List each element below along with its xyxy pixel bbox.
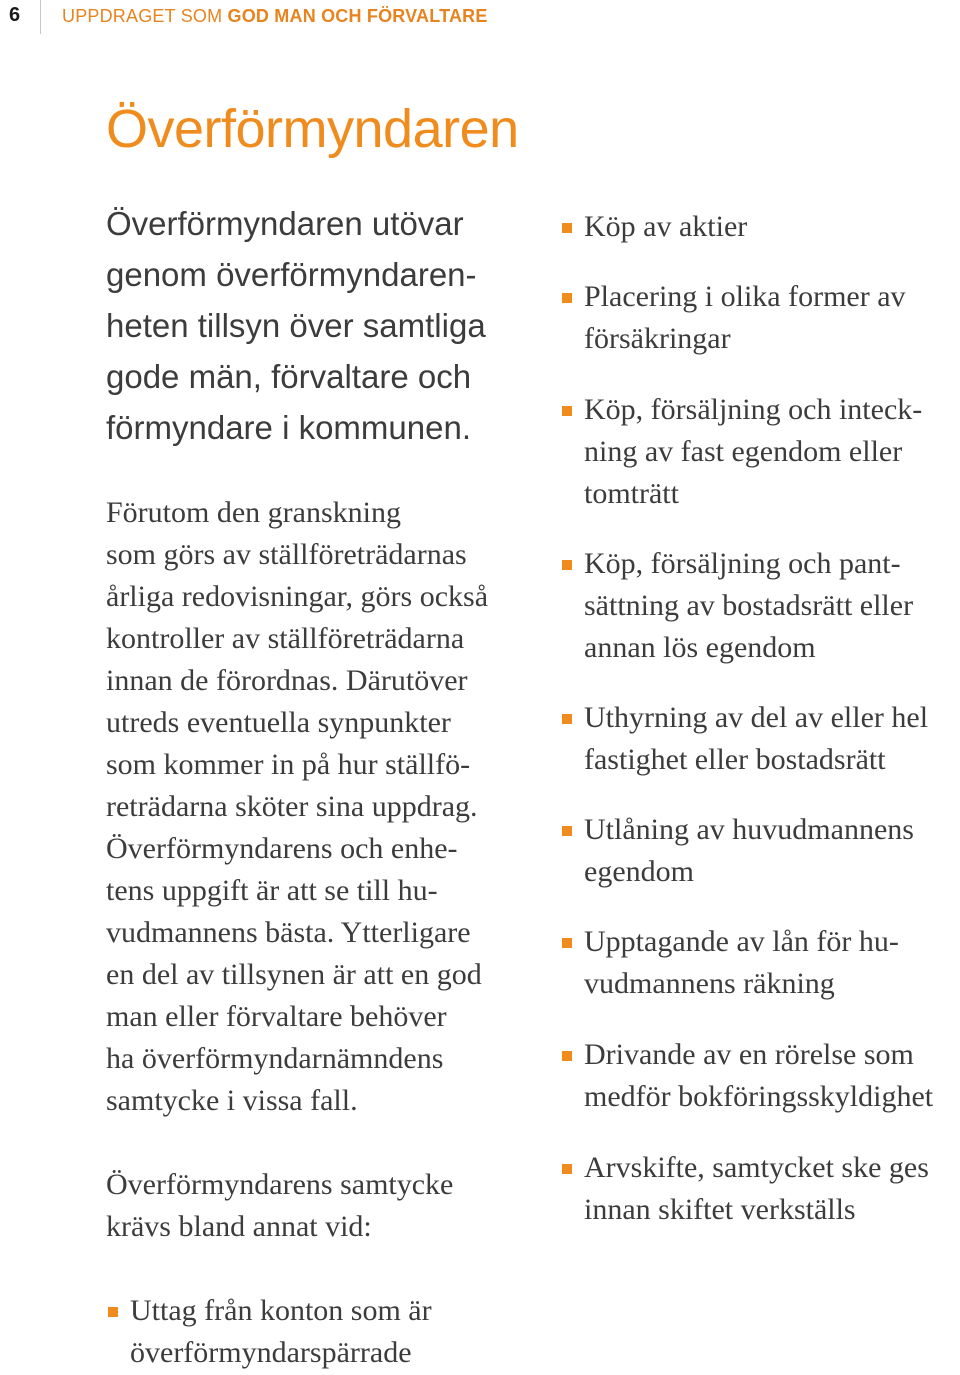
bullet-icon xyxy=(562,938,572,948)
list-item xyxy=(560,543,913,669)
body-line: Förutom den granskning xyxy=(106,496,401,529)
section-title-bold: GOD MAN OCH FÖRVALTARE xyxy=(227,6,488,26)
body-line: Överförmyndarens samtycke xyxy=(106,1168,454,1201)
body-line: Överförmyndarens och enhe- xyxy=(106,832,458,865)
bullet-icon xyxy=(562,714,572,724)
list-item-line: Drivande av en rörelse som xyxy=(584,1038,914,1071)
list-item-line: egendom xyxy=(584,855,694,888)
lead-paragraph xyxy=(106,198,536,453)
list-item-line: Uttag från konton som är xyxy=(130,1294,432,1327)
body-line: kontroller av ställföreträdarna xyxy=(106,622,465,655)
body-line: tens uppgift är att se till hu- xyxy=(106,874,438,907)
list-item xyxy=(560,206,747,248)
body-line: vudmannens bästa. Ytterligare xyxy=(106,916,471,949)
list-item-line: överförmyndarspärrade xyxy=(130,1336,412,1369)
section-title xyxy=(62,6,488,27)
body-line: som görs av ställföreträdarnas xyxy=(106,538,467,571)
list-item xyxy=(560,1034,933,1118)
list-item xyxy=(560,809,914,893)
list-item-line: Arvskifte, samtycket ske ges xyxy=(584,1151,929,1184)
list-item-line: Köp av aktier xyxy=(584,210,748,243)
list-item-line: tomträtt xyxy=(584,477,679,510)
bullet-icon xyxy=(562,406,572,416)
list-item-line: Köp, försäljning och inteck- xyxy=(584,393,923,426)
list-item xyxy=(560,276,906,360)
bullet-icon xyxy=(562,826,572,836)
list-item xyxy=(560,1147,929,1231)
list-item-line: innan skiftet verkställs xyxy=(584,1193,856,1226)
list-item-line: annan lös egendom xyxy=(584,631,816,664)
list-item-line: Placering i olika former av xyxy=(584,280,906,313)
bullet-icon xyxy=(562,560,572,570)
list-item-line: Uthyrning av del av eller hel xyxy=(584,701,929,734)
list-item xyxy=(560,697,928,781)
page-title: Överförmyndaren xyxy=(106,99,519,159)
body-paragraph-2 xyxy=(106,1164,546,1248)
page-number: 6 xyxy=(9,4,21,26)
section-title-prefix: UPPDRAGET SOM xyxy=(62,6,228,26)
header-divider xyxy=(40,0,41,34)
list-item xyxy=(106,1290,432,1374)
bullet-icon xyxy=(562,293,572,303)
lead-line: heten tillsyn över samtliga xyxy=(106,307,486,344)
body-line: ha överförmyndarnämndens xyxy=(106,1042,444,1075)
list-item-line: Köp, försäljning och pant- xyxy=(584,547,901,580)
body-line: årliga redovisningar, görs också xyxy=(106,580,489,613)
bullet-icon xyxy=(562,1164,572,1174)
list-item xyxy=(560,921,899,1005)
list-item-line: Utlåning av huvudmannens xyxy=(584,813,914,846)
body-line: som kommer in på hur ställfö- xyxy=(106,748,471,781)
body-line: reträdarna sköter sina uppdrag. xyxy=(106,790,478,823)
lead-line: gode män, förvaltare och xyxy=(106,358,472,395)
list-item-line: vudmannens räkning xyxy=(584,967,835,1000)
list-item xyxy=(560,389,922,515)
body-line: krävs bland annat vid: xyxy=(106,1210,372,1243)
list-item-line: försäkringar xyxy=(584,322,731,355)
body-line: en del av tillsynen är att en god xyxy=(106,958,482,991)
body-line: utreds eventuella synpunkter xyxy=(106,706,451,739)
list-item-line: ning av fast egendom eller xyxy=(584,435,903,468)
lead-line: förmyndare i kommunen. xyxy=(106,409,471,446)
body-line: innan de förordnas. Därutöver xyxy=(106,664,468,697)
bullet-icon xyxy=(108,1307,118,1317)
bullet-icon xyxy=(562,1051,572,1061)
lead-line: Överförmyndaren utövar xyxy=(106,205,464,242)
list-item-line: fastighet eller bostadsrätt xyxy=(584,743,886,776)
list-item-line: medför bokföringsskyldighet xyxy=(584,1080,934,1113)
list-item-line: Upptagande av lån för hu- xyxy=(584,925,899,958)
lead-line: genom överförmyndaren- xyxy=(106,256,477,293)
list-item-line: sättning av bostadsrätt eller xyxy=(584,589,914,622)
body-line: man eller förvaltare behöver xyxy=(106,1000,447,1033)
body-line: samtycke i vissa fall. xyxy=(106,1084,358,1117)
body-paragraph-1 xyxy=(106,492,546,1122)
page-header xyxy=(0,0,960,36)
bullet-icon xyxy=(562,223,572,233)
